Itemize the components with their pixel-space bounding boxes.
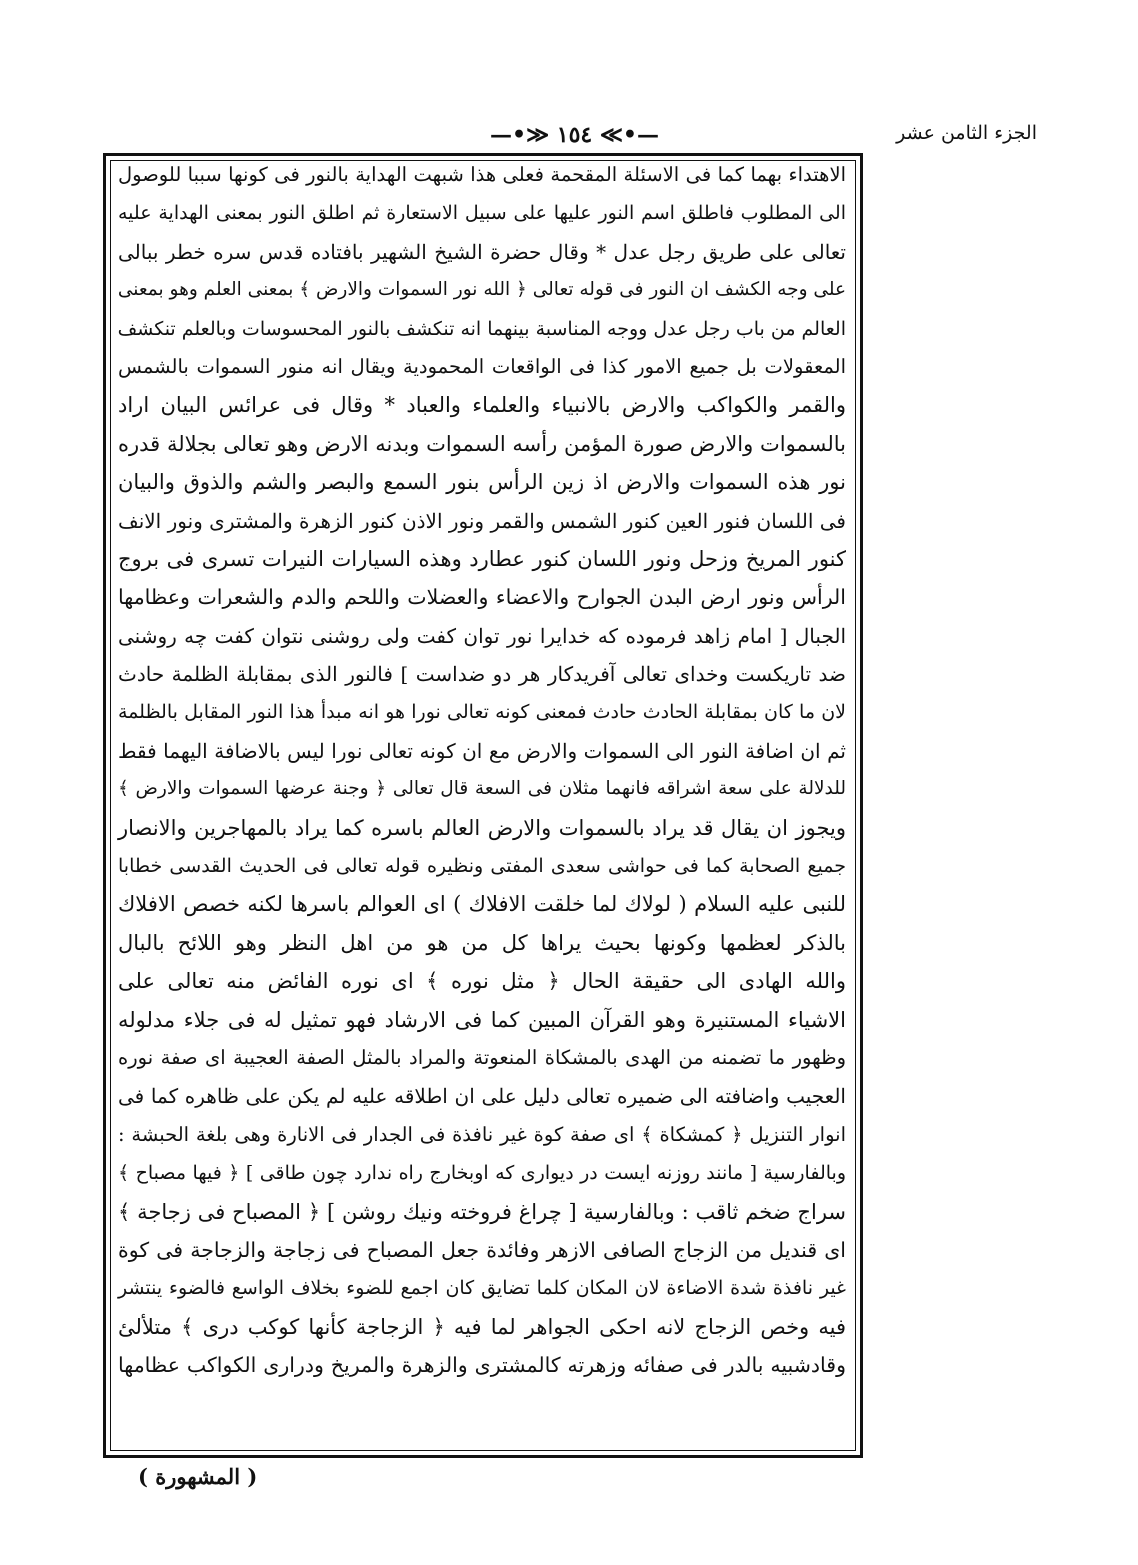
text-line: لان ما كان بمقابلة الحادث حادث فمعنى كونه تعالى نورا هو انه مبدأ هذا النور المقابل بالظلمة: [118, 701, 846, 724]
text-line: غير نافذة شدة الاضاءة لان المكان كلما تضايق كان اجمع للضوء بخلاف الواسع فالضوء ينتشر: [118, 1277, 846, 1300]
text-line: للنبى عليه السلام ( لولاك لما خلقت الافلاك ) اى العوالم باسرها لكنه خصص الافلاك: [118, 892, 846, 917]
catchword: ( المشهورة ): [138, 1464, 258, 1489]
text-line: العالم من باب رجل عدل ووجه المناسبة بينهما انه تنكشف بالنور المحسوسات وبالعلم تنكشف: [117, 317, 846, 340]
text-line: ثم ان اضافة النور الى السموات والارض مع ان كونه تعالى نورا ليس بالاضافة اليهما فقط: [118, 738, 846, 763]
text-line: بالذكر لعظمها وكونها بحيث يراها كل من هو من اهل النظر وهو اللائح بالبال: [118, 930, 846, 955]
text-line: سراج ضخم ثاقب : وبالفارسية [ چراغ فروخته ونيك روشن ] ﴿ المصباح فى زجاجة ﴾: [118, 1199, 846, 1224]
text-line: العجيب واضافته الى ضميره تعالى دليل على ان اطلاقه عليه لم يكن على ظاهره كما فى: [118, 1084, 846, 1109]
text-line: ويجوز ان يقال قد يراد بالسموات والارض العالم باسره كما يراد بالمهاجرين والانصار: [118, 815, 846, 840]
text-line: فى اللسان فنور العين كنور الشمس والقمر ونور الاذن كنور الزهرة والمشترى ونور الانف: [118, 508, 846, 533]
text-line: بالسموات والارض صورة المؤمن رأسه السموات وبدنه الارض وهو تعالى بجلالة قدره: [118, 431, 846, 456]
text-line: والله الهادى الى حقيقة الحال ﴿ مثل نوره ﴾ اى نوره الفائض منه تعالى على: [118, 969, 846, 994]
text-line: وقادشبيه بالدر فى صفائه وزهرته كالمشترى والزهرة والمريخ ودرارى الكواكب عظامها: [118, 1353, 846, 1378]
text-line: اى قنديل من الزجاج الصافى الازهر وفائدة جعل المصباح فى زجاجة والزجاجة فى كوة: [118, 1237, 846, 1262]
text-line: والقمر والكواكب والارض بالانبياء والعلماء والعباد * وقال فى عرائس البيان اراد: [118, 393, 846, 418]
text-line: الاشياء المستنيرة وهو القرآن المبين كما فى الارشاد فهو تمثيل له فى جلاء مدلوله: [118, 1007, 846, 1032]
text-line: انوار التنزيل ﴿ كمشكاة ﴾ اى صفة كوة غير نافذة فى الجدار فى الانارة وهى بلغة الحبشة :: [118, 1122, 846, 1146]
text-line: وبالفارسية [ مانند روزنه ايست در ديوارى كه اوبخارج راه ندارد چون طاقى ] ﴿ فيها مصباح ﴾: [118, 1162, 846, 1185]
text-line: الاهتداء بهما كما فى الاسئلة المقحمة فعلى هذا شبهت الهداية بالنور فى كونها سببا للوصول: [118, 163, 846, 186]
running-head-part: الجزء الثامن عشر: [896, 122, 1037, 144]
text-line: المعقولات بل جميع الامور كذا فى الواقعات المحمودية ويقال انه منور السموات بالشمس: [118, 354, 846, 378]
text-line: فيه وخص الزجاج لانه احكى الجواهر لما فيه ﴿ الزجاجة كأنها كوكب درى ﴾ متلألئ: [118, 1314, 846, 1339]
text-line: كنور المريخ وزحل ونور اللسان كنور عطارد وهذه السيارات النيرات تسرى فى بروج: [118, 546, 846, 571]
text-line: ضد تاريكست وخداى تعالى آفريدكار هر دو ضداست ] فالنور الذى بمقابلة الظلمة حادث: [118, 662, 846, 687]
body-text: [112, 156, 852, 1446]
text-line: على وجه الكشف ان النور فى قوله تعالى ﴿ الله نور السموات والارض ﴾ بمعنى العلم وهو بمعنى: [117, 279, 846, 301]
text-line: الرأس ونور ارض البدن الجوارح والاعضاء والعضلات واللحم والدم والشعرات وعظامها: [118, 585, 846, 610]
text-line: تعالى على طريق رجل عدل * وقال حضرة الشيخ الشهير بافتاده قدس سره خطر ببالى: [118, 239, 846, 264]
page-number: —•≫ ١٥٤ ≪•—: [490, 122, 659, 148]
text-line: الجبال [ امام زاهد فرموده كه خدايرا نور توان كفت ولى روشنى نتوان كفت چه روشنى: [118, 623, 846, 648]
text-line: الى المطلوب فاطلق اسم النور عليها على سبيل الاستعارة ثم اطلق النور بمعنى الهداية عليه: [118, 202, 846, 225]
text-line: للدلالة على سعة اشراقه فانهما مثلان فى السعة قال تعالى ﴿ وجنة عرضها السموات والارض ﴾: [118, 778, 846, 800]
text-line: وظهور ما تضمنه من الهدى بالمشكاة المنعوتة والمراد بالمثل الصفة العجيبة اى صفة نوره: [118, 1045, 846, 1069]
text-line: جميع الصحابة كما فى حواشى سعدى المفتى ونظيره قوله تعالى فى الحديث القدسى خطابا: [118, 855, 846, 878]
text-line: نور هذه السموات والارض اذ زين الرأس بنور السمع والبصر والشم والذوق والبيان: [118, 470, 846, 495]
page-header: [112, 122, 1037, 152]
